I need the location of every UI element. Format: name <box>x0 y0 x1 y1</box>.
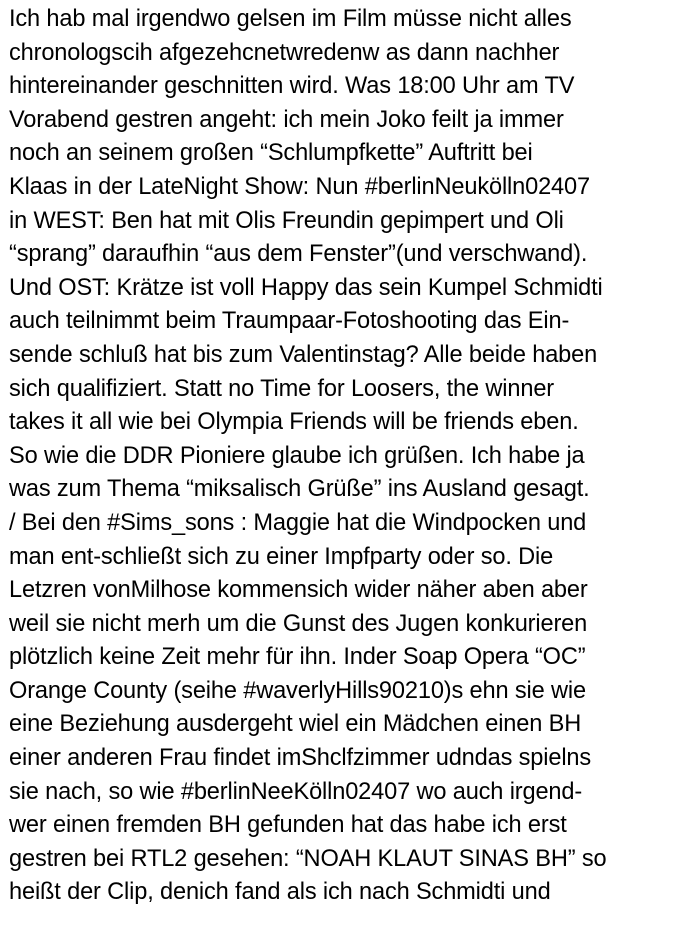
text-line: noch an seinem großen “Schlumpfkette” Auftritt bei <box>9 140 533 167</box>
text-line: Letzren vonMilhose kommensich wider näher aben aber <box>9 577 588 604</box>
text-line: man ent-schließt sich zu einer Impfparty oder so. Die <box>9 543 554 570</box>
text-line: Vorabend gestren angeht: ich mein Joko feilt ja immer <box>9 106 564 133</box>
text-line: wer einen fremden BH gefunden hat das habe ich erst <box>9 812 567 839</box>
text-line: einer anderen Frau findet imShclfzimmer udndas spielns <box>9 745 592 772</box>
text-line: sende schluß hat bis zum Valentinstag? Alle beide haben <box>9 341 598 368</box>
text-line: eine Beziehung ausdergeht wiel ein Mädchen einen BH <box>9 711 582 738</box>
body-text <box>9 3 681 910</box>
text-line: Orange County (seihe #waverlyHills90210)s ehn sie wie <box>9 677 586 704</box>
text-line: chronologscih afgezehcnetwredenw as dann nachher <box>9 39 560 66</box>
text-line: plötzlich keine Zeit mehr für ihn. Inder Soap Opera “OC” <box>9 644 586 671</box>
text-line: sich qualifiziert. Statt no Time for Loosers, the winner <box>9 375 554 402</box>
text-line: gestren bei RTL2 gesehen: “NOAH KLAUT SINAS BH” so <box>9 845 607 872</box>
text-line: auch teilnimmt beim Traumpaar-Fotoshooting das Ein- <box>9 308 570 335</box>
text-line: weil sie nicht merh um die Gunst des Jugen konkurieren <box>9 610 588 637</box>
text-line: Klaas in der LateNight Show: Nun #berlinNeukölln02407 <box>9 173 590 200</box>
text-line: hintereinander geschnitten wird. Was 18:00 Uhr am TV <box>9 73 575 100</box>
text-line: was zum Thema “miksalisch Grüße” ins Ausland gesagt. <box>9 476 590 503</box>
text-line: “sprang” daraufhin “aus dem Fenster”(und verschwand). <box>9 241 588 268</box>
text-line: Und OST: Krätze ist voll Happy das sein Kumpel Schmidti <box>9 274 603 301</box>
text-line: / Bei den #Sims_sons : Maggie hat die Windpocken und <box>9 509 587 536</box>
text-line: takes it all wie bei Olympia Friends will be friends eben. <box>9 409 579 436</box>
text-line: So wie die DDR Pioniere glaube ich grüßen. Ich habe ja <box>9 442 585 469</box>
text-line: in WEST: Ben hat mit Olis Freundin gepimpert und Oli <box>9 207 564 234</box>
text-line: heißt der Clip, denich fand als ich nach Schmidti und <box>9 879 551 906</box>
text-line: Ich hab mal irgendwo gelsen im Film müsse nicht alles <box>9 6 572 32</box>
text-line: sie nach, so wie #berlinNeeKölln02407 wo auch irgend- <box>9 778 583 805</box>
